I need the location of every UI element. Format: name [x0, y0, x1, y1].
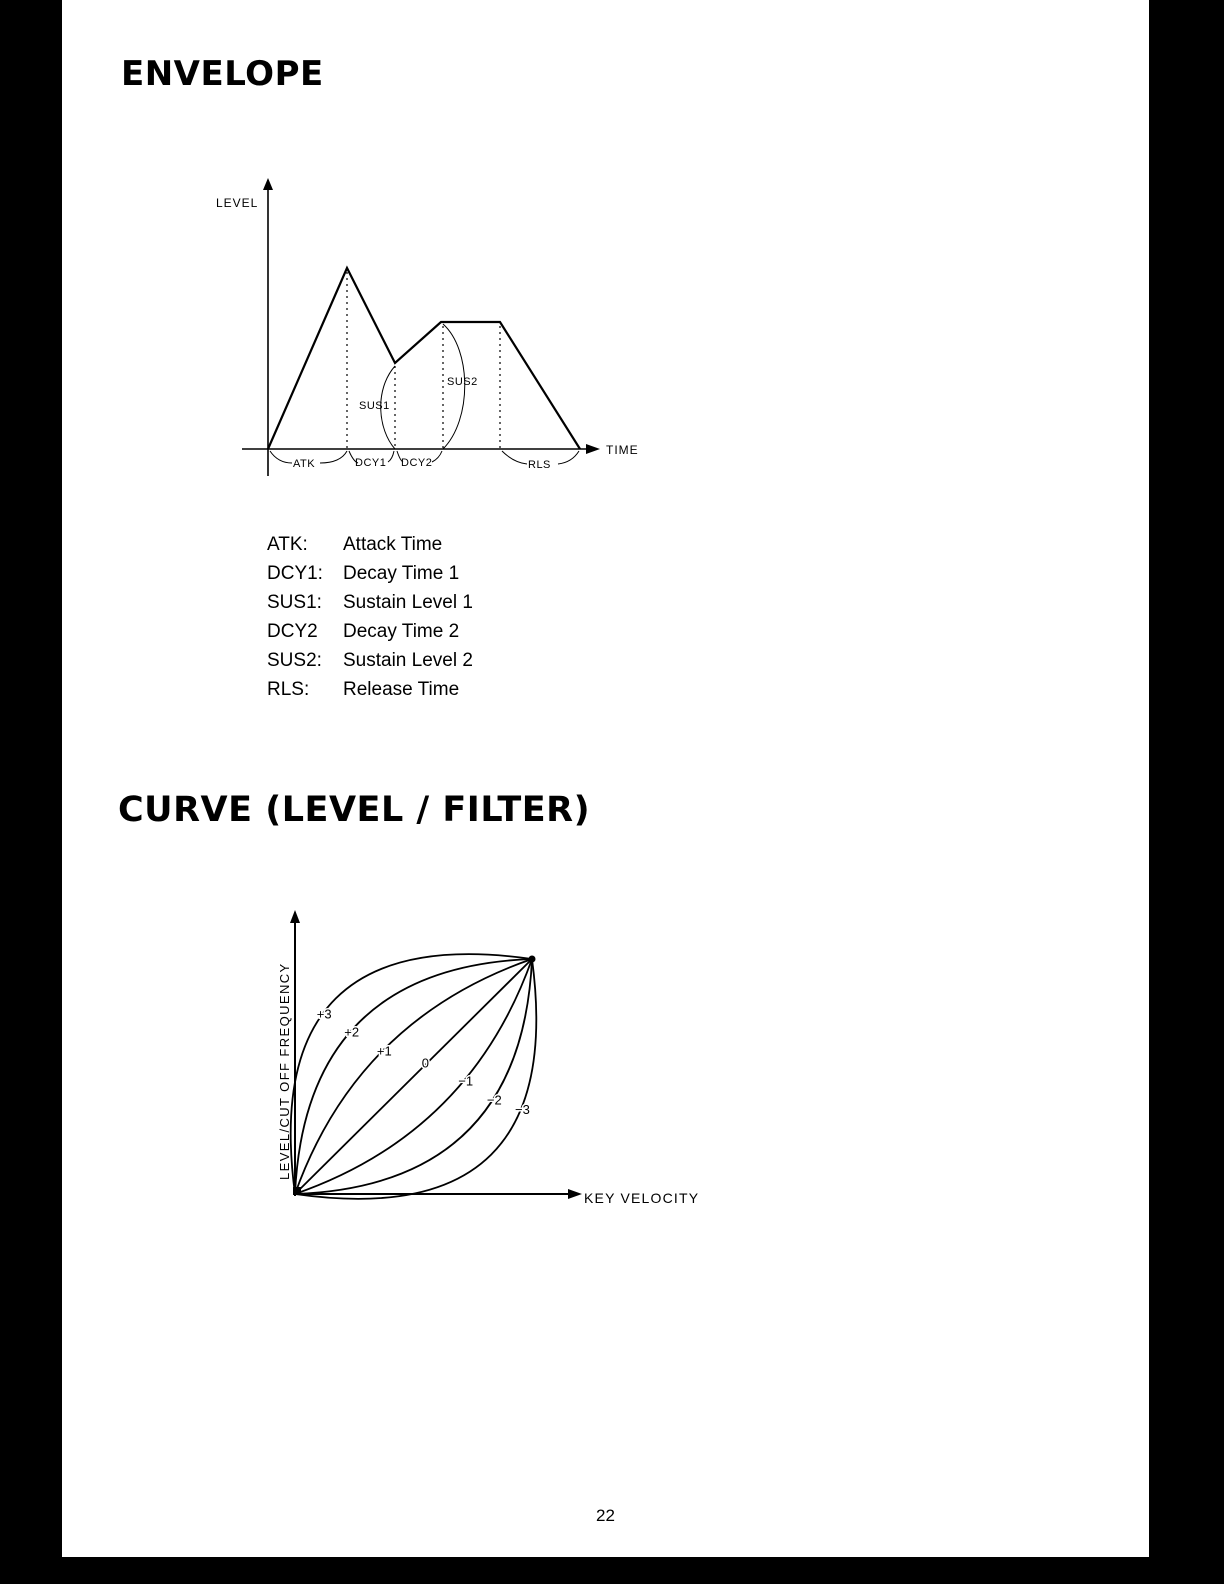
curve-x-axis-label: KEY VELOCITY — [584, 1190, 700, 1206]
sus1-label: SUS1 — [359, 400, 390, 412]
curve-label: +3 — [316, 1006, 332, 1022]
envelope-y-axis-label: LEVEL — [216, 196, 259, 210]
curve-label: +1 — [376, 1043, 392, 1059]
curve-label: −3 — [515, 1102, 530, 1118]
curve-label-group — [317, 1007, 530, 1118]
dcy2-label: DCY2 — [401, 457, 433, 469]
curve-label: −1 — [458, 1073, 474, 1089]
curve-y-arrowhead — [290, 910, 300, 923]
envelope-heading: ENVELOPE — [121, 54, 324, 94]
legend-abbr: SUS1: — [267, 592, 322, 613]
curve-lines — [291, 954, 537, 1199]
rls-label: RLS — [528, 459, 551, 471]
legend-abbr: DCY2 — [267, 621, 318, 642]
curve-label: −2 — [486, 1092, 502, 1108]
legend-description: Release Time — [343, 679, 460, 700]
manual-page — [62, 0, 1149, 1557]
legend-abbr: ATK: — [267, 534, 308, 555]
legend-description: Sustain Level 1 — [343, 592, 473, 613]
legend-description: Attack Time — [343, 534, 443, 555]
curve-x-arrowhead — [568, 1189, 582, 1199]
curve-y-axis-label: LEVEL/CUT OFF FREQUENCY — [277, 962, 292, 1180]
velocity-curve — [295, 959, 532, 1194]
velocity-curve — [295, 959, 536, 1199]
dcy1-label: DCY1 — [355, 457, 387, 469]
curve-heading: CURVE (LEVEL / FILTER) — [118, 790, 591, 830]
velocity-curve — [291, 954, 532, 1194]
legend-description: Decay Time 2 — [343, 621, 460, 642]
legend-abbr: RLS: — [267, 679, 310, 700]
page-number: 22 — [596, 1506, 615, 1525]
legend-description: Sustain Level 2 — [343, 650, 473, 671]
legend-abbr: SUS2: — [267, 650, 322, 671]
curve-label: +2 — [344, 1024, 360, 1040]
sus2-label: SUS2 — [447, 376, 478, 388]
legend-abbr: DCY1: — [267, 563, 323, 584]
legend-description: Decay Time 1 — [343, 563, 460, 584]
envelope-x-axis-label: TIME — [606, 443, 639, 457]
velocity-curve-diagram — [62, 0, 1149, 1250]
curve-label: 0 — [421, 1055, 429, 1071]
atk-label: ATK — [293, 458, 316, 470]
